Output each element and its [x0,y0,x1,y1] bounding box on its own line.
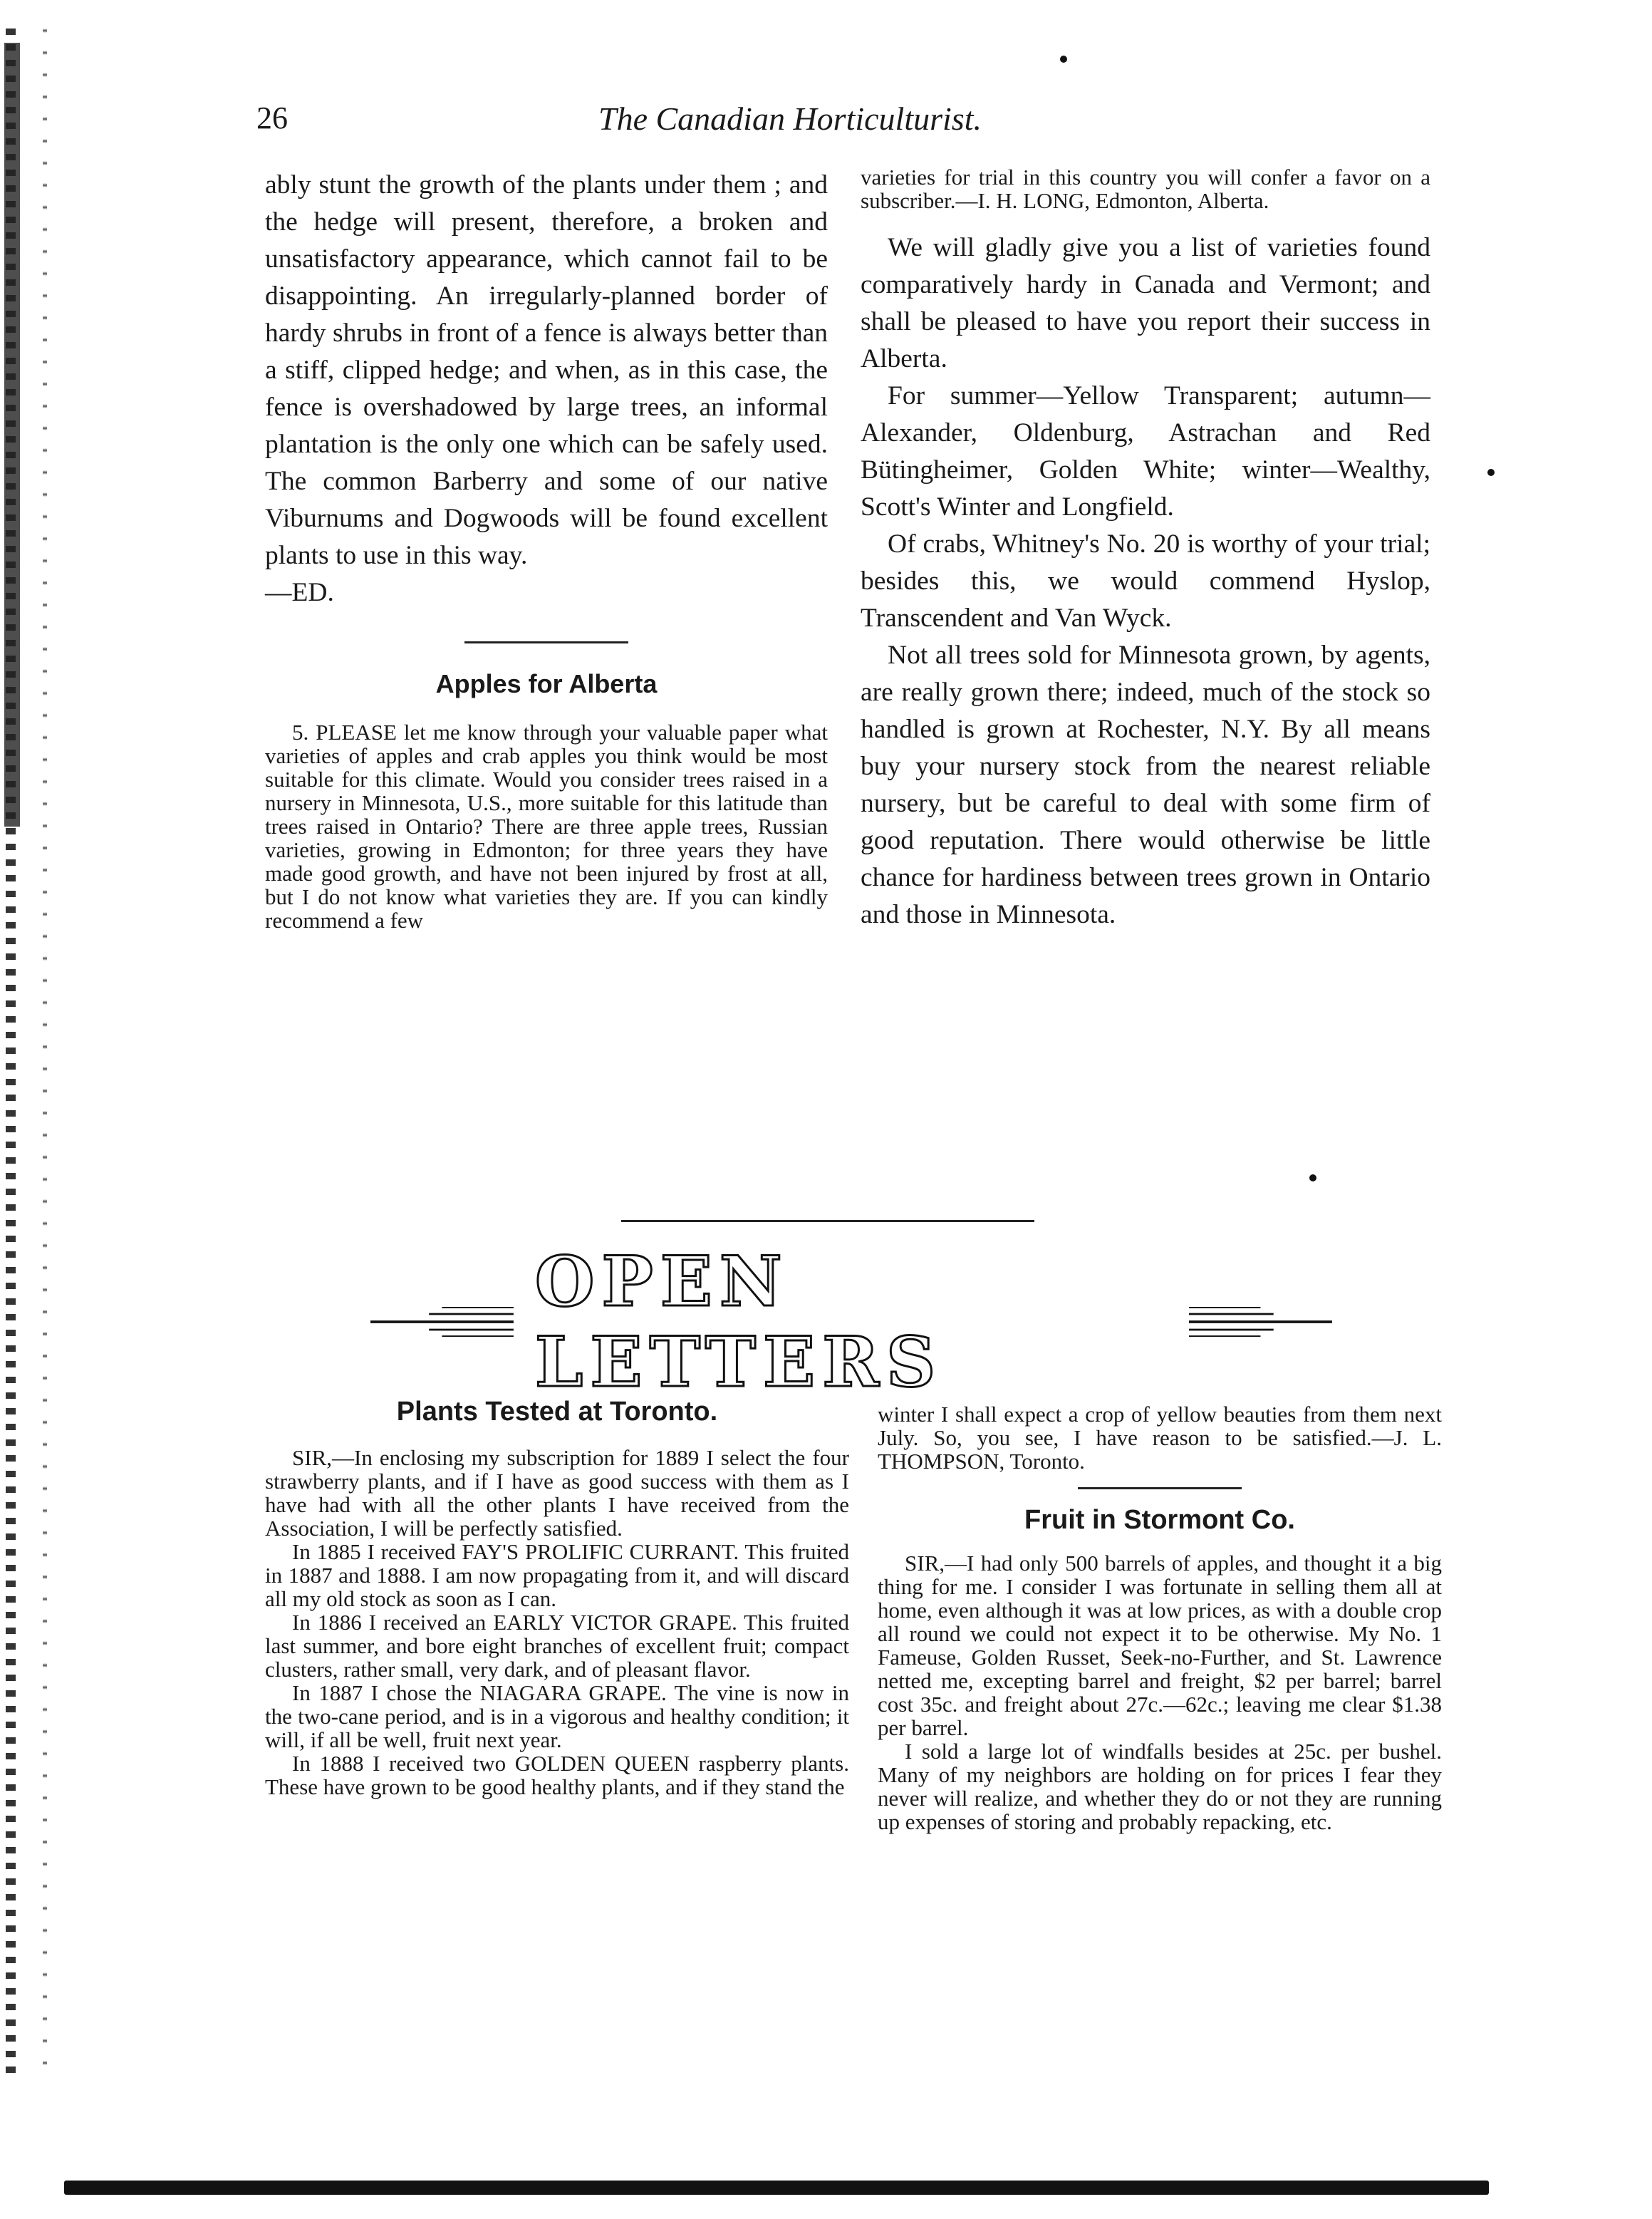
bottom-right-column [878,1402,1442,1833]
letter-paragraph: In 1886 I received an EARLY VICTOR GRAPE. This fruited last summer, and bore eight branches of excellent fruit; compact clusters, rather small, very dark, and of pleasant flavor. [265,1610,849,1682]
top-right-column [861,165,1430,933]
editor-signature: —ED. [265,578,334,607]
editor-answer-paragraph: We will gladly give you a list of varieties found comparatively hardy in Canada and Vermont; and shall be pleased to have you report their success in Alberta. [861,233,1430,373]
section-heading-plants-tested: Plants Tested at Toronto. [396,1397,718,1427]
scan-speck [1060,56,1067,63]
open-letters-banner [370,1241,1332,1402]
banner-top-rule [621,1220,1034,1222]
editor-reply-paragraph: ably stunt the growth of the plants under them ; and the hedge will present, therefore, a broken and unsatisfactory appearance, which cannot fail to be disappointing. An irregularly-planned border of hardy shrubs in front of a fence is always better than a stiff, clipped hedge; and when, as in this case, the fence is overshadowed by large trees, an informal plantation is the only one which can be safely used. The common Barberry and some of our native Viburnums and Dogwoods will be found excellent plants to use in this way. [265,170,828,570]
editor-answer-paragraph: For summer—Yellow Transparent; autumn—Alexander, Oldenburg, Astrachan and Red Bütingheimer, Golden White; winter—Wealthy, Scott's Winter and Longfield. [861,381,1430,522]
letter-paragraph: In 1887 I chose the NIAGARA GRAPE. The vine is now in the two-cane period, and is in a vigorous and healthy condition; it will, if all be well, fruit next year. [265,1680,849,1752]
bottom-left-column [265,1397,849,1799]
scan-speck [1309,1174,1316,1181]
right-flourish-icon [1189,1300,1332,1343]
letter-paragraph: In 1885 I received FAY'S PROLIFIC CURRANT. This fruited in 1887 and 1888. I am now propagating from it, and will discard all my old stock as soon as I can. [265,1539,849,1611]
letter-continuation: varieties for trial in this country you will confer a favor on a subscriber.—I. H. LONG, Edmonton, Alberta. [861,165,1430,213]
scan-binding-shadow [4,43,20,827]
letter-paragraph: SIR,—I had only 500 barrels of apples, and thought it a big thing for me. I consider I was fortunate in selling them all at home, even although it was at low prices, as with a double crop all round we could not expect it to be otherwise. My No. 1 Fameuse, Golden Russet, Seek-no-Further, and St. Lawrence netted me, excepting barrel and freight, $2 per barrel; barrel cost 35c. and freight about 27c.—62c.; leaving me clear $1.38 per barrel. [878,1551,1442,1740]
section-heading-apples-for-alberta: Apples for Alberta [435,669,658,698]
scan-bottom-edge [64,2181,1489,2195]
left-flourish-icon [370,1300,514,1343]
page-number: 26 [256,100,288,135]
banner-title: OPEN LETTERS [534,1241,943,1402]
section-divider [464,641,628,643]
letter-continuation: winter I shall expect a crop of yellow beauties from them next July. So, you see, I have reason to be satisfied.—J. L. THOMPSON, Toronto. [878,1402,1442,1474]
scan-speck [1487,469,1495,476]
running-title: The Canadian Horticulturist. [598,100,982,137]
letter-paragraph: SIR,—In enclosing my subscription for 1889 I select the four strawberry plants, and if I have as good success with them as I have had with all the other plants I have received from the Association, I will be perfectly satisfied. [265,1445,849,1541]
page-header [256,100,1439,150]
letter-paragraph: I sold a large lot of windfalls besides at 25c. per bushel. Many of my neighbors are holding on for prices I fear they never will realize, and whether they do or not they are running up expenses of storing and probably repacking, etc. [878,1739,1442,1834]
top-left-column [265,167,828,932]
letter-paragraph: In 1888 I received two GOLDEN QUEEN raspberry plants. These have grown to be good healthy plants, and if they stand the [265,1751,849,1799]
editor-answer-paragraph: Not all trees sold for Minnesota grown, by agents, are really grown there; indeed, much of the stock so handled is grown at Rochester, N.Y. By all means buy your nursery stock from the nearest reliable nursery, but be careful to deal with some firm of good reputation. There would otherwise be little chance for hardiness between trees grown in Ontario and those in Minnesota. [861,641,1430,929]
editor-answer-paragraph: Of crabs, Whitney's No. 20 is worthy of your trial; besides this, we would commend Hyslop, Transcendent and Van Wyck. [861,529,1430,633]
section-heading-fruit-in-stormont: Fruit in Stormont Co. [1024,1505,1295,1535]
letter-apples-for-alberta: 5. PLEASE let me know through your valuable paper what varieties of apples and crab apples you think would be most suitable for this climate. Would you consider trees raised in a nursery in Minnesota, U.S., more suitable for this latitude than trees raised in Ontario? There are three apple trees, Russian varieties, growing in Edmonton; for three years they have made good growth, and have not been injured by frost at all, but I do not know what varieties they are. If you can kindly recommend a few [265,720,828,933]
section-divider [1078,1487,1242,1489]
